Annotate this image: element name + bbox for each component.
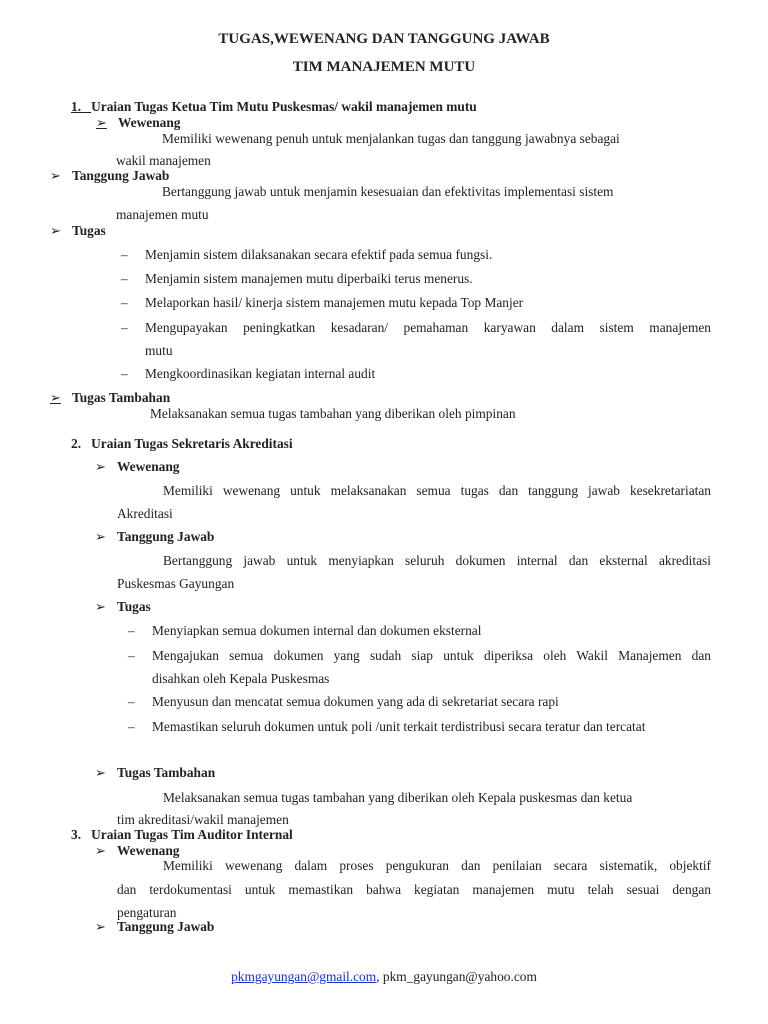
- section-1-number: 1.: [71, 99, 82, 114]
- section-1-title: Uraian Tugas Ketua Tim Mutu Puskesmas/ wakil manajemen mutu: [91, 99, 477, 114]
- sec2-tj-text-2: Puskesmas Gayungan: [117, 576, 235, 591]
- list-item: [128, 648, 152, 664]
- list-item: – Menjamin sistem dilaksanakan secara efektif pada semua fungsi.: [121, 247, 493, 262]
- arrow-bullet-icon: ➢: [95, 920, 106, 935]
- list-item: – Menyusun dan mencatat semua dokumen yang ada di sekretariat secara rapi: [128, 694, 559, 709]
- sec1-tambahan-label: ➢ Tugas Tambahan: [50, 390, 171, 406]
- dash-bullet-icon: –: [128, 719, 135, 734]
- heading-underline-space: [81, 99, 91, 114]
- sec1-tugas-label: ➢ Tugas: [50, 223, 106, 239]
- arrow-bullet-icon: ➢: [50, 169, 61, 184]
- list-item: – Menyiapkan semua dokumen internal dan dokumen eksternal: [128, 623, 482, 638]
- sec3-wewenang-text-1: Memiliki wewenang dalam proses pengukuran dan penilaian secara sistematik, objektif: [163, 858, 711, 873]
- section-3-heading: [71, 827, 293, 843]
- dash-bullet-icon: –: [121, 247, 128, 262]
- list-item-text: Mengupayakan peningkatkan kesadaran/ pemahaman karyawan dalam sistem manajemen: [145, 320, 711, 335]
- list-item: [121, 320, 145, 336]
- sec3-wewenang-text-2: dan terdokumentasi untuk memastikan bahwa kegiatan manajemen mutu telah sesuai dengan: [117, 882, 711, 897]
- dash-bullet-icon: –: [121, 295, 128, 310]
- list-item: – Memastikan seluruh dokumen untuk poli /unit terkait terdistribusi secara teratur dan tercatat: [128, 719, 646, 734]
- dash-bullet-icon: –: [128, 623, 135, 638]
- arrow-bullet-icon: ➢: [95, 766, 106, 781]
- footer-contact: [0, 969, 768, 985]
- arrow-bullet-icon: ➢: [95, 460, 106, 475]
- sec2-tambahan-label: ➢ Tugas Tambahan: [95, 765, 216, 781]
- document-title: TUGAS,WEWENANG DAN TANGGUNG JAWAB: [218, 31, 550, 47]
- list-item-continuation: mutu: [145, 343, 173, 358]
- section-3-title: Uraian Tugas Tim Auditor Internal: [91, 827, 293, 842]
- sec1-wewenang-label: ➢ Wewenang: [96, 115, 181, 131]
- arrow-bullet-icon: ➢: [95, 530, 106, 545]
- section-2-heading: [71, 436, 293, 452]
- dash-bullet-icon: –: [128, 694, 135, 709]
- sec2-tj-label: ➢ Tanggung Jawab: [95, 529, 215, 545]
- section-2-title: Uraian Tugas Sekretaris Akreditasi: [91, 436, 293, 451]
- section-3-number: 3.: [71, 827, 82, 842]
- email-text-yahoo: pkm_gayungan@yahoo.com: [382, 969, 537, 984]
- sec1-wewenang-text-2: wakil manajemen: [116, 153, 211, 168]
- section-2-number: 2.: [71, 436, 82, 451]
- list-item-continuation: disahkan oleh Kepala Puskesmas: [152, 671, 330, 686]
- sec2-tambahan-text-1: Melaksanakan semua tugas tambahan yang diberikan oleh Kepala puskesmas dan ketua: [163, 790, 633, 805]
- sec1-wewenang-text-1: Memiliki wewenang penuh untuk menjalankan tugas dan tanggung jawabnya sebagai: [162, 131, 620, 146]
- list-item-text: Mengajukan semua dokumen yang sudah siap untuk diperiksa oleh Wakil Manajemen dan: [152, 648, 711, 663]
- sec3-tj-label: ➢ Tanggung Jawab: [95, 919, 215, 935]
- arrow-bullet-icon: ➢: [50, 224, 61, 239]
- sec2-wewenang-text-2: Akreditasi: [117, 506, 173, 521]
- sec3-wewenang-text-3: pengaturan: [117, 905, 177, 920]
- dash-bullet-icon: –: [121, 320, 128, 335]
- sec1-tj-text-1: Bertanggung jawab untuk menjamin kesesuaian dan efektivitas implementasi sistem: [162, 184, 614, 199]
- email-separator: ,: [376, 969, 383, 984]
- sec1-tambahan-text: Melaksanakan semua tugas tambahan yang diberikan oleh pimpinan: [150, 406, 516, 421]
- dash-bullet-icon: –: [121, 271, 128, 286]
- sec1-tj-text-2: manajemen mutu: [116, 207, 209, 222]
- sec3-wewenang-label: ➢ Wewenang: [95, 843, 180, 859]
- sec2-tugas-label: ➢ Tugas: [95, 599, 151, 615]
- dash-bullet-icon: –: [121, 366, 128, 381]
- arrow-bullet-icon: ➢: [95, 600, 106, 615]
- arrow-bullet-icon: ➢: [95, 844, 106, 859]
- arrow-bullet-icon: ➢: [50, 391, 61, 406]
- sec2-wewenang-label: ➢ Wewenang: [95, 459, 180, 475]
- list-item: – Menjamin sistem manajemen mutu diperbaiki terus menerus.: [121, 271, 473, 286]
- email-link-gmail[interactable]: pkmgayungan@gmail.com: [231, 969, 377, 984]
- dash-bullet-icon: –: [128, 648, 135, 663]
- sec2-tambahan-text-2: tim akreditasi/wakil manajemen: [117, 812, 289, 827]
- sec1-tj-label: ➢ Tanggung Jawab: [50, 168, 170, 184]
- sec2-wewenang-text-1: Memiliki wewenang untuk melaksanakan semua tugas dan tanggung jawab kesekretariatan: [163, 483, 711, 498]
- list-item: – Melaporkan hasil/ kinerja sistem manajemen mutu kepada Top Manjer: [121, 295, 524, 310]
- list-item: – Mengkoordinasikan kegiatan internal audit: [121, 366, 376, 381]
- sec2-tj-text-1: Bertanggung jawab untuk menyiapkan seluruh dokumen internal dan eksternal akreditasi: [163, 553, 711, 568]
- arrow-bullet-icon: ➢: [96, 116, 107, 131]
- section-1-heading: [71, 99, 477, 115]
- document-subtitle: TIM MANAJEMEN MUTU: [292, 59, 476, 75]
